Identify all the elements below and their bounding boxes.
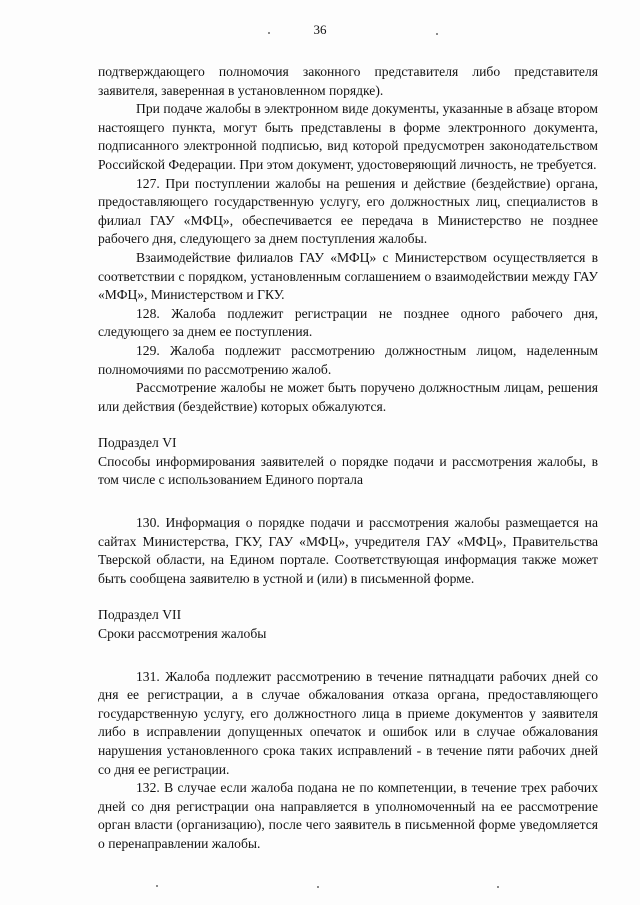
paragraph-128: 128. Жалоба подлежит регистрации не позднее одного рабочего дня, следующего за днем ее поступления. — [98, 305, 598, 340]
scan-speck — [497, 886, 499, 888]
scan-speck — [436, 33, 438, 35]
paragraph-131: 131. Жалоба подлежит рассмотрению в течение пятнадцати рабочих дней со дня ее регистрации, а в случае обжалования отказа органа, предоставляющего государственную услугу, его должностного лица в приеме документов у заявителя либо в исправлении допущенных опечаток и ошибок или в случае обжалования нарушения установленного срока таких исправлений - в течение пяти рабочих дней со дня ее регистрации. — [98, 668, 598, 777]
paragraph-consideration-restriction: Рассмотрение жалобы не может быть поручено должностным лицам, решения или действия (бездействие) которых обжалуются. — [98, 380, 598, 414]
paragraph-129: 129. Жалоба подлежит рассмотрению должностным лицом, наделенным полномочиями по рассмотрению жалоб. — [98, 342, 598, 377]
scan-speck — [317, 886, 319, 888]
paragraph-continuation: подтверждающего полномочия законного представителя либо представителя заявителя, заверенная в установленном порядке). — [98, 64, 598, 98]
section-vii-label: Подраздел VII — [98, 607, 182, 623]
section-vi-title: Способы информирования заявителей о порядке подачи и рассмотрения жалобы, в том числе с использованием Единого портала — [98, 453, 598, 488]
paragraph-130: 130. Информация о порядке подачи и рассмотрения жалобы размещается на сайтах Министерства, ГКУ, ГАУ «МФЦ», учредителя ГАУ «МФЦ», Правительства Тверской области, на Едином портале. Соответствующая информация также может быть сообщена заявителю в устной и (или) в письменной форме. — [98, 515, 598, 586]
paragraph-127: 127. При поступлении жалобы на решения и действие (бездействие) органа, предоставляющего государственную услугу, его должностных лиц, специалистов в филиал ГАУ «МФЦ», обеспечивается ее передача в Министерство не позднее рабочего дня, следующего за днем поступления жалобы. — [98, 175, 598, 247]
paragraph-mfc-interaction: Взаимодействие филиалов ГАУ «МФЦ» с Министерством осуществляется в соответствии с порядком, установленным соглашением о взаимодействии между ГАУ «МФЦ», Министерством и ГКУ. — [98, 249, 598, 303]
page-number: 36 — [313, 22, 327, 37]
section-vi-label: Подраздел VI — [98, 435, 177, 451]
document-body — [98, 63, 598, 854]
scan-speck — [268, 32, 270, 34]
scan-speck — [156, 885, 158, 887]
paragraph-electronic-submission: При подаче жалобы в электронном виде документы, указанные в абзаце втором настоящего пункта, могут быть представлены в форме электронного документа, подписанного электронной подписью, вид которой предусмотрен законодательством Российской Федерации. При этом документ, удостоверяющий личность, не требуется. — [98, 101, 598, 172]
paragraph-132: 132. В случае если жалоба подана не по компетенции, в течение трех рабочих дней со дня регистрации она направляется в уполномоченный на ее рассмотрение орган власти (организацию), после чего заявитель в письменной форме уведомляется о перенаправлении жалобы. — [98, 780, 598, 851]
section-vii-title: Сроки рассмотрения жалобы — [98, 626, 267, 642]
